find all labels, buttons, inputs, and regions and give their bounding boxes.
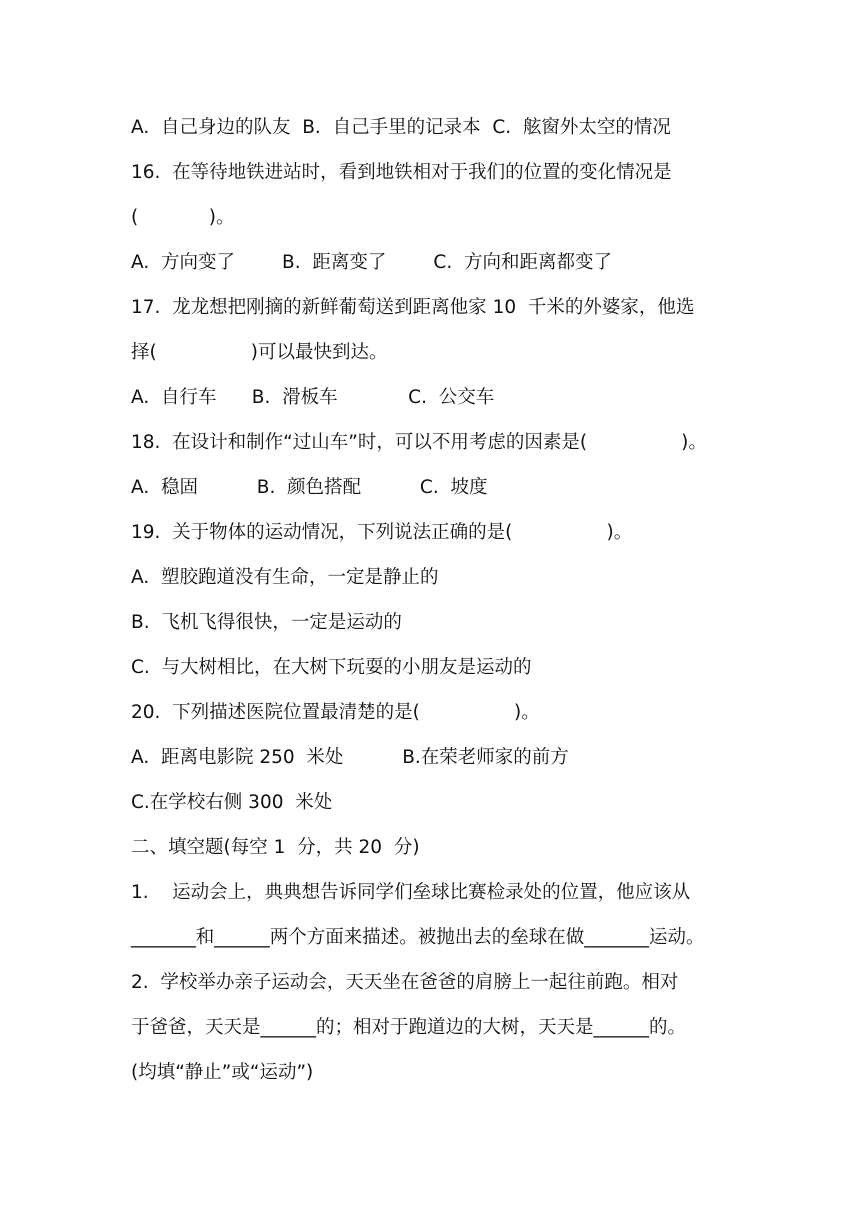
fill-2-hint: (均填“静止”或“运动”) <box>131 1062 314 1083</box>
question-17-stem: 17. 龙龙想把刚摘的新鲜葡萄送到距离他家 10 千米的外婆家，他选 <box>131 297 695 318</box>
question-18-stem: 18. 在设计和制作“过山车”时，可以不用考虑的因素是( )。 <box>131 432 707 453</box>
question-20-stem: 20. 下列描述医院位置最清楚的是( )。 <box>131 702 540 723</box>
question-17-options: A. 自行车 B. 滑板车 C. 公交车 <box>131 387 495 408</box>
question-16-options: A. 方向变了 B. 距离变了 C. 方向和距离都变了 <box>131 252 612 273</box>
question-19-option-a: A. 塑胶跑道没有生命，一定是静止的 <box>131 567 439 588</box>
question-16-answer-blank: ( )。 <box>131 207 235 228</box>
question-18-options: A. 稳固 B. 颜色搭配 C. 坡度 <box>131 477 488 498</box>
fill-2-stem: 2. 学校举办亲子运动会，天天坐在爸爸的肩膀上一起往前跑。相对 <box>131 972 679 993</box>
section-2-heading: 二、填空题(每空 1 分，共 20 分) <box>131 837 420 858</box>
question-17-stem-cont: 择( )可以最快到达。 <box>131 342 388 363</box>
question-19-stem: 19. 关于物体的运动情况，下列说法正确的是( )。 <box>131 522 633 543</box>
question-20-option-c: C.在学校右侧 300 米处 <box>131 792 333 813</box>
fill-2-blanks: 于爸爸，天天是______的；相对于跑道边的大树，天天是______的。 <box>131 1017 687 1038</box>
fill-1-blanks: _______和______两个方面来描述。被抛出去的垒球在做_______运动。 <box>131 927 705 948</box>
question-16-stem: 16. 在等待地铁进站时，看到地铁相对于我们的位置的变化情况是 <box>131 162 672 183</box>
question-15-options: A. 自己身边的队友 B. 自己手里的记录本 C. 舷窗外太空的情况 <box>131 117 671 138</box>
question-19-option-c: C. 与大树相比，在大树下玩耍的小朋友是运动的 <box>131 657 532 678</box>
fill-1-stem: 1. 运动会上，典典想告诉同学们垒球比赛检录处的位置，他应该从 <box>131 882 691 903</box>
question-19-option-b: B. 飞机飞得很快，一定是运动的 <box>131 612 402 633</box>
question-20-options-ab: A. 距离电影院 250 米处 B.在荣老师家的前方 <box>131 747 569 768</box>
